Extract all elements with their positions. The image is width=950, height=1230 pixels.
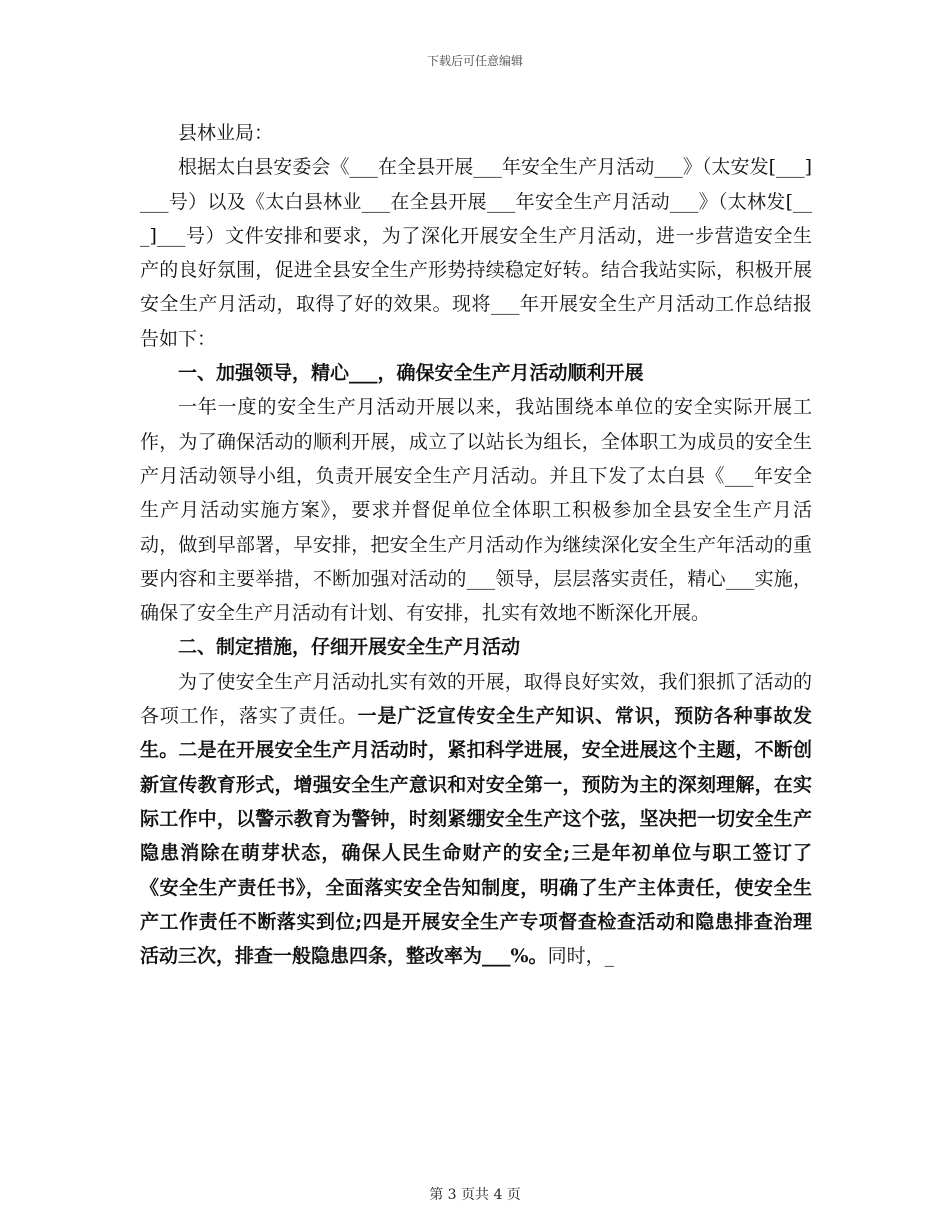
- section-1-paragraph: 一年一度的安全生产月活动开展以来，我站围绕本单位的安全实际开展工作，为了确保活动的顺利开展，成立了以站长为组长，全体职工为成员的安全生产月活动领导小组，负责开展安全生产月活动。并且下发了太白县《___年安全生产月活动实施方案》，要求并督促单位全体职工积极参加全县安全生产月活动，做到早部署，早安排，把安全生产月活动作为继续深化安全生产年活动的重要内容和主要举措，不断加强对活动的___领导，层层落实责任，精心___实施，确保了安全生产月活动有计划、有安排，扎实有效地不断深化开展。: [140, 396, 812, 625]
- intro-paragraph: 根据太白县安委会《___在全县开展___年安全生产月活动___》（太安发[___]___号）以及《太白县林业___在全县开展___年安全生产月活动___》（太林发[___]___号）文件安排和要求，为了深化开展安全生产月活动，进一步营造安全生产的良好氛围，促进全县安全生产形势持续稳定好转。结合我站实际，积极开展安全生产月活动，取得了好的效果。现将___年开展安全生产月活动工作总结报告如下：: [140, 156, 812, 350]
- section-heading-1: 一、加强领导，精心___，确保安全生产月活动顺利开展: [178, 362, 644, 385]
- page-number: 第 3 页共 4 页: [429, 1187, 521, 1203]
- section-heading-2: 二、制定措施，仔细开展安全生产月活动: [178, 636, 521, 659]
- document-body: [140, 116, 812, 973]
- section-2-paragraph: [140, 665, 812, 974]
- page-header: 下载后可任意编辑: [426, 54, 523, 68]
- salutation: 县林业局：: [178, 122, 274, 144]
- section-2-plain-text: 为了使安全生产月活动扎实有效的开展，取得良好实效，我们狠抓了活动的各项工作，落实了责任。: [140, 670, 812, 728]
- section-2-tail-text: 同时，_: [547, 945, 615, 968]
- section-2-bold-text: 一是广泛宣传安全生产知识、常识，预防各种事故发生。二是在开展安全生产月活动时，紧扣科学进展，安全进展这个主题，不断创新宣传教育形式，增强安全生产意识和对安全第一，预防为主的深刻理解，在实际工作中，以警示教育为警钟，时刻紧绷安全生产这个弦，坚决把一切安全生产隐患消除在萌芽状态，确保人民生命财产的安全;三是年初单位与职工签订了《安全生产责任书》，全面落实安全告知制度，明确了生产主体责任，使安全生产工作责任不断落实到位;四是开展安全生产专项督查检查活动和隐患排查治理活动三次，排查一般隐患四条，整改率为___%。: [140, 705, 812, 968]
